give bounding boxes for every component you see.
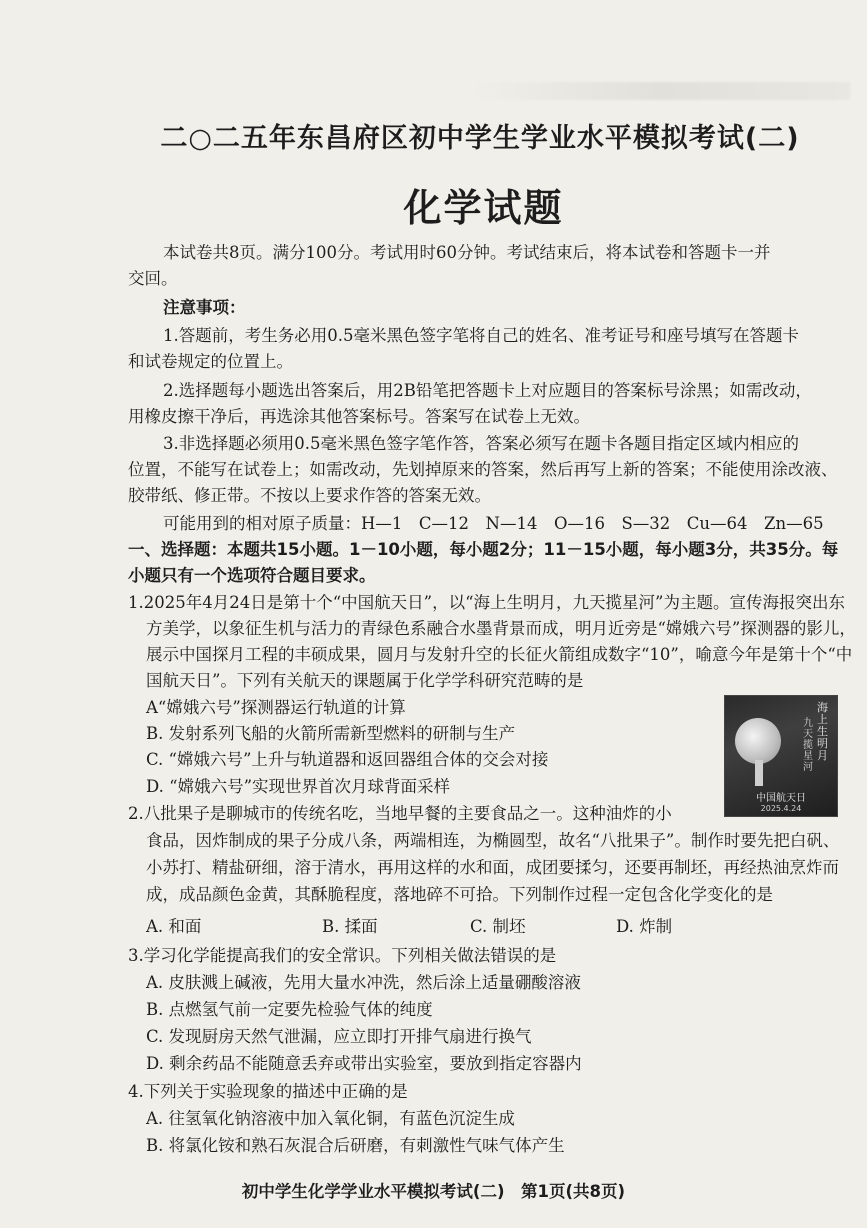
- note-line: 用橡皮擦干净后，再选涂其他答案标号。答案写在试卷上无效。: [128, 407, 590, 426]
- space-day-poster: [724, 695, 838, 817]
- poster-caption: 中国航天日: [756, 793, 806, 804]
- option: B. 发射系列飞船的火箭所需新型燃料的研制与生产: [146, 724, 516, 743]
- question-stem: 3.学习化学能提高我们的安全常识。下列相关做法错误的是: [128, 946, 557, 965]
- question-stem: 1.2025年4月24日是第十个“中国航天日”，以“海上生明月，九天揽星河”为主题。宣传海报突出东: [128, 593, 845, 612]
- poster-date: 2025.4.24: [760, 804, 802, 813]
- question-stem: 方美学，以象征生机与活力的青绿色系融合水墨背景而成，明月近旁是“嫦娥六号”探测器的影儿，: [146, 619, 856, 638]
- poster-slogan: 九天揽星河: [803, 718, 813, 773]
- poster-slogan: 海上生明月: [817, 701, 828, 762]
- note-line: 1.答题前，考生务必用0.5毫米黑色签字笔将自己的姓名、准考证号和座号填写在答题卡: [163, 326, 799, 345]
- page-footer: 初中学生化学学业水平模拟考试(二) 第1页(共8页): [241, 1182, 626, 1201]
- question-stem: 国航天日”。下列有关航天的课题属于化学学科研究范畴的是: [146, 671, 584, 690]
- section-heading: 一、选择题：本题共15小题。1－10小题，每小题2分；11－15小题，每小题3分，共35分。每: [128, 540, 839, 559]
- note-line: 2.选择题每小题选出答案后，用2B铅笔把答题卡上对应题目的答案标号涂黑；如需改动，: [163, 381, 812, 400]
- atomic-masses: 可能用到的相对原子质量：H—1 C—12 N—14 O—16 S—32 Cu—64 Zn—65: [163, 514, 824, 533]
- section-heading: 小题只有一个选项符合题目要求。: [128, 566, 376, 585]
- note-line: 3.非选择题必须用0.5毫米黑色签字笔作答，答案必须写在题卡各题目指定区域内相应的: [163, 434, 799, 453]
- intro-line: 交回。: [128, 269, 178, 288]
- question-stem: 2.八批果子是聊城市的传统名吃，当地早餐的主要食品之一。这种油炸的小: [128, 804, 672, 823]
- question-stem: 小苏打、精盐研细，溶于清水，再用这样的水和面，成团要揉匀，还要再制坯，再经热油烹炸而: [146, 858, 839, 877]
- option: A. 和面: [146, 917, 202, 936]
- option: A. 皮肤溅上碱液，先用大量水冲洗，然后涂上适量硼酸溶液: [146, 973, 581, 992]
- exam-title: 二○二五年东昌府区初中学生学业水平模拟考试(二): [160, 123, 800, 154]
- subject-title: 化学试题: [403, 186, 564, 230]
- question-stem: 成，成品颜色金黄，其酥脆程度，落地碎不可拾。下列制作过程一定包含化学变化的是: [146, 885, 773, 904]
- option: D. 炸制: [616, 917, 673, 936]
- note-line: 和试卷规定的位置上。: [128, 352, 293, 371]
- moon-graphic: [735, 718, 781, 764]
- note-line: 位置，不能写在试卷上；如需改动，先划掉原来的答案，然后再写上新的答案；不能使用涂改液、: [128, 460, 838, 479]
- bleed-through: [470, 82, 850, 100]
- question-stem: 食品，因炸制成的果子分成八条，两端相连，为椭圆型，故名“八批果子”。制作时要先把白矾、: [146, 831, 840, 850]
- option: B. 揉面: [322, 917, 378, 936]
- option: C. 制坯: [470, 917, 526, 936]
- option: B. 点燃氢气前一定要先检验气体的纯度: [146, 1000, 433, 1019]
- option: D. “嫦娥六号”实现世界首次月球背面采样: [146, 777, 451, 796]
- rocket-graphic: [755, 760, 763, 786]
- option: A“嫦娥六号”探测器运行轨道的计算: [146, 698, 406, 717]
- notes-heading: 注意事项：: [163, 298, 246, 317]
- option: B. 将氯化铵和熟石灰混合后研磨，有刺激性气味气体产生: [146, 1136, 565, 1155]
- question-stem: 展示中国探月工程的丰硕成果，圆月与发射升空的长征火箭组成数字“10”，喻意今年是第十个“中: [146, 645, 853, 664]
- option: D. 剩余药品不能随意丢弃或带出实验室，要放到指定容器内: [146, 1054, 582, 1073]
- option: C. “嫦娥六号”上升与轨道器和返回器组合体的交会对接: [146, 750, 549, 769]
- option: A. 往氢氧化钠溶液中加入氧化铜，有蓝色沉淀生成: [146, 1109, 515, 1128]
- question-stem: 4.下列关于实验现象的描述中正确的是: [128, 1082, 408, 1101]
- intro-line: 本试卷共8页。满分100分。考试用时60分钟。考试结束后，将本试卷和答题卡一并: [163, 243, 771, 262]
- option: C. 发现厨房天然气泄漏，应立即打开排气扇进行换气: [146, 1027, 532, 1046]
- note-line: 胶带纸、修正带。不按以上要求作答的答案无效。: [128, 486, 491, 505]
